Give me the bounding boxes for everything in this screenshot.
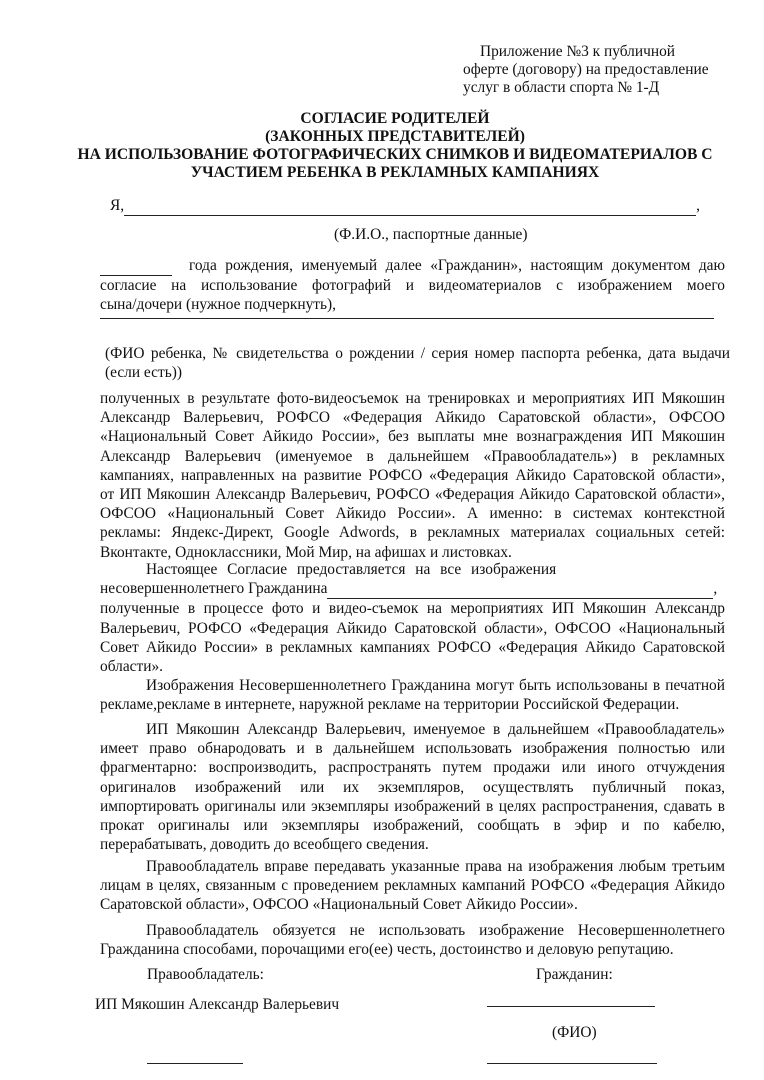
child-caption-line-1: (ФИО ребенка, № свидетельства о рождении / серия номер паспорта ребенка, дата выдачи (105, 345, 730, 362)
paragraph-4-line: прокат оригиналы или экземпляры изображений, сообщать в эфир и по кабелю, (100, 817, 725, 835)
paragraph-1-line: полученных в результате фото-видеосъемок на тренировках и мероприятиях ИП Мякошин (100, 390, 725, 407)
rightholder-label: Правообладатель: (147, 966, 264, 983)
paragraph-1-line: «Национальный Совет Айкидо России», без выплаты мне вознаграждения ИП Мякошин (100, 428, 725, 446)
ya-label: Я, (110, 197, 125, 214)
title-line-1: СОГЛАСИЕ РОДИТЕЛЕЙ (300, 110, 490, 127)
paragraph-4-line: фрагментарно: воспроизводить, распространять путем продажи или иного отчуждения (100, 759, 725, 777)
paragraph-3-line: рекламе,рекламе в интернете, наружной рекламе на территории Российской Федерации. (100, 696, 680, 714)
paragraph-2-line: полученные в процессе фото и видео-съемок на мероприятиях ИП Мякошин Александр (100, 600, 725, 618)
paragraph-6 (100, 921, 725, 959)
appendix-line-1: Приложение №3 к публичной (480, 43, 676, 60)
child-info-blank[interactable] (100, 318, 714, 319)
child-caption-line-2: (если есть)) (105, 364, 182, 382)
paragraph-4-line: оригиналов изображений или их экземпляров, осуществлять публичный показ, (100, 778, 725, 796)
child-caption (105, 344, 730, 382)
fio-comma: , (696, 197, 700, 214)
paragraph-4 (100, 720, 725, 854)
citizen-second-signature-line[interactable] (487, 1063, 657, 1064)
paragraph-2-line: области». (100, 658, 163, 676)
paragraph-4-line: перерабатывать, доводить до всеобщего сведения. (100, 836, 429, 854)
paragraph-1-line: рекламы: Яндекс-Директ, Google Adwords, в рекламных материалах социальных сетей: (100, 524, 725, 542)
birth-year-line-3: сына/дочери (нужное подчеркнуть), (100, 296, 336, 314)
birth-year-line-2: согласие на использование фотографий и видеоматериалов с изображением моего (100, 277, 725, 295)
title-line-3: НА ИСПОЛЬЗОВАНИЕ ФОТОГРАФИЧЕСКИХ СНИМКОВ И ВИДЕОМАТЕРИАЛОВ С (77, 146, 713, 163)
birth-year-paragraph (100, 256, 725, 315)
paragraph-4-line: ИП Мякошин Александр Валерьевич, именуемое в дальнейшем «Правообладатель» (146, 721, 725, 738)
minor-citizen-blank[interactable] (327, 579, 713, 599)
paragraph-3-line: Изображения Несовершеннолетнего Гражданина могут быть использованы в печатной (146, 677, 725, 694)
paragraph-3 (100, 676, 725, 714)
title-line-4: УЧАСТИЕМ РЕБЕНКА В РЕКЛАМНЫХ КАМПАНИЯХ (190, 164, 600, 181)
paragraph-1-line: ОФСОО «Национальный Совет Айкидо России». А именно: в системах контекстной (100, 505, 725, 523)
fio-blank[interactable] (124, 197, 696, 216)
citizen-fio-label: (ФИО) (552, 1024, 597, 1041)
paragraph-4-line: импортировать оригиналы или экземпляры изображений в целях распространения, сдавать в (100, 797, 725, 815)
paragraph-1-line: Вконтакте, Одноклассники, Мой Мир, на афишах и листовках. (100, 543, 512, 561)
appendix-note (463, 43, 753, 97)
minor-citizen-comma: , (713, 580, 718, 598)
birth-year-blank[interactable] (100, 256, 172, 276)
paragraph-5 (100, 857, 725, 915)
rightholder-name: ИП Мякошин Александр Валерьевич (95, 996, 340, 1013)
paragraph-1-line: кампаниях, направленных на развитие РОФСО «Федерация Айкидо Саратовской области», (100, 466, 725, 484)
paragraph-2-line: Совет Айкидо России» в рекламных кампаниях РОФСО «Федерация Айкидо Саратовской (100, 638, 725, 656)
paragraph-2-line: Валерьевич, РОФСО «Федерация Айкидо Саратовской области», ОФСОО «Национальный (100, 619, 725, 637)
rightholder-signature-line[interactable] (147, 1063, 243, 1064)
paragraph-5-line: лицам в целях, связанным с проведением рекламных кампаний РОФСО «Федерация Айкидо (100, 877, 725, 895)
citizen-signature-line[interactable] (487, 1006, 655, 1007)
minor-citizen-label: несовершеннолетнего Гражданина (100, 580, 328, 598)
paragraph-1-line: Александр Валерьевич, РОФСО «Федерация Айкидо Саратовской области», ОФСОО (100, 409, 725, 427)
paragraph-2 (100, 560, 725, 676)
paragraph-1-line: Александр Валерьевич (именуемое в дальнейшем «Правообладатель») в рекламных (100, 447, 725, 465)
paragraph-5-line: Правообладатель вправе передавать указанные права на изображения любым третьим (146, 858, 725, 875)
paragraph-1 (100, 389, 725, 562)
paragraph-1-line: от ИП Мякошин Александр Валерьевич, РОФСО «Федерация Айкидо Саратовской области», (100, 486, 725, 504)
paragraph-2-line-1: Настоящее Согласие предоставляется на все изображения (146, 561, 557, 578)
paragraph-4-line: имеет право обнародовать и в дальнейшем использовать изображения полностью или (100, 740, 725, 758)
citizen-label: Гражданин: (536, 966, 613, 983)
appendix-line-3: услуг в области спорта № 1-Д (463, 79, 660, 96)
appendix-line-2: оферте (договору) на предоставление (463, 61, 709, 78)
document-title (40, 110, 750, 182)
birth-year-text: года рождения, именуемый далее «Гражданин», настоящим документом даю (188, 257, 725, 274)
paragraph-5-line: Саратовской области», ОФСОО «Национальный Совет Айкидо России». (100, 896, 578, 914)
fio-caption: (Ф.И.О., паспортные данные) (334, 226, 528, 243)
title-line-2: (ЗАКОННЫХ ПРЕДСТАВИТЕЛЕЙ) (265, 128, 525, 145)
paragraph-6-line: Гражданина способами, порочащими его(ее) честь, достоинство и деловую репутацию. (100, 941, 674, 959)
paragraph-6-line: Правообладатель обязуется не использовать изображение Несовершеннолетнего (146, 922, 725, 939)
fio-line (110, 197, 700, 216)
